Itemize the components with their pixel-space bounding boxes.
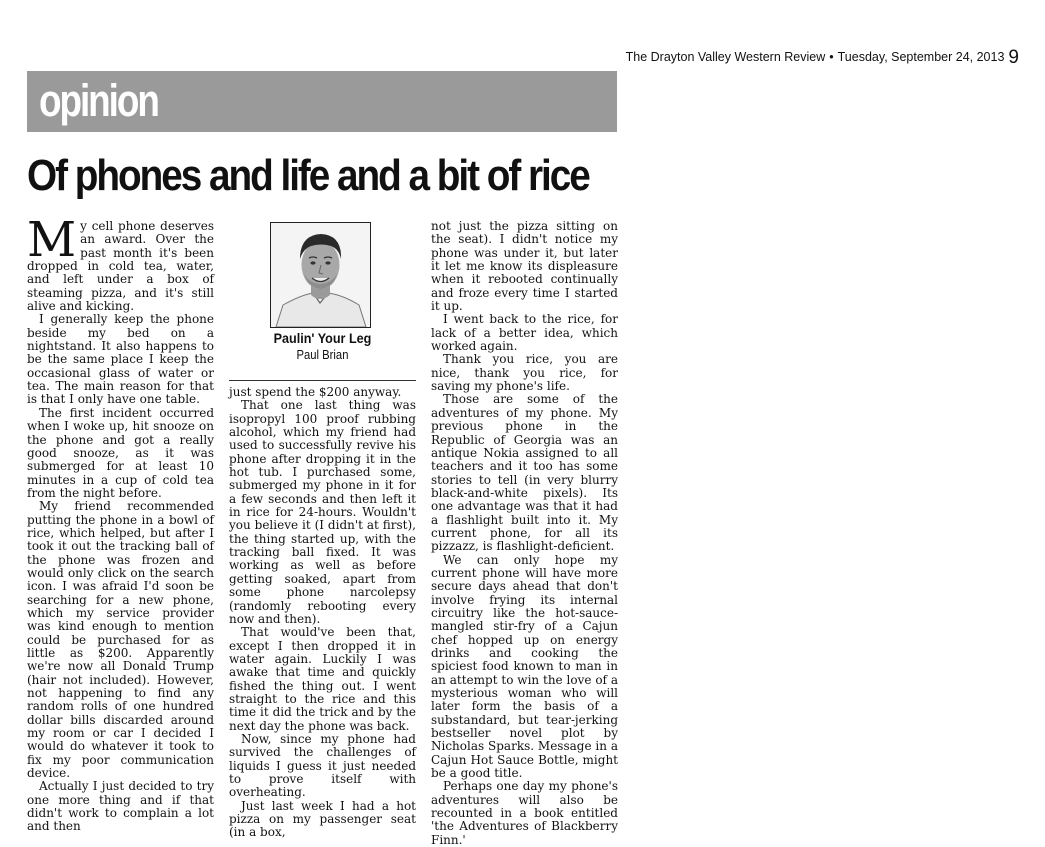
article-column-3 (431, 220, 618, 847)
paragraph-text: y cell phone deserves an award. Over the past month it's been dropped in cold tea, water, and left under a box of steaming pizza, and it's still alive and kicking. (27, 219, 214, 314)
separator-dot: • (829, 50, 834, 64)
newspaper-name: The Drayton Valley Western Review (625, 50, 826, 64)
article-paragraph: Now, since my phone had survived the challenges of liquids I guess it just needed to prove itself with overheating. (229, 731, 416, 800)
article-paragraph: Perhaps one day my phone's adventures will also be recounted in a book entitled 'the Adventures of Blackberry Finn.' (431, 779, 618, 847)
article-paragraph: I went back to the rice, for lack of a better idea, which worked again. (431, 312, 618, 354)
article-paragraph: My friend recommended putting the phone in a bowl of rice, which helped, but after I took it out the tracking ball of the phone was frozen and would only click on the search icon. I was afraid I'd soon be searching for a new phone, which my service provider was kind enough to mention could be purchased for as little as $200. Apparently we're now all Donald Trump (hair not included). However, not happening to find any random rolls of one hundred dollar bills discarded around my room or car I decided I would do whatever it took to fix my poor communication device. (27, 499, 214, 781)
section-banner (27, 71, 617, 132)
page-number: 9 (1008, 47, 1019, 68)
article-paragraph: The first incident occurred when I woke up, hit snooze on the phone and got a really good snooze, as it was submerged for at least 10 minutes in a cup of cold tea from the night before. (27, 405, 214, 500)
article-paragraph: Those are some of the adventures of my phone. My previous phone in the Republic of Georgia was an antique Nokia assigned to all teachers and it too has some stories to tell (in very blurry black-and-white pixels). Its one advantage was that it had a flashlight built into it. My current phone, for all its pizzazz, is flashlight-deficient. (431, 392, 618, 554)
page-folio (626, 47, 1019, 69)
article-paragraph: not just the pizza sitting on the seat). I didn't notice my phone was under it, but later it let me know its displeasure when it rebooted continually and froze every time I started it up. (431, 219, 618, 314)
article-column-2 (229, 386, 416, 840)
article-paragraph: That one last thing was isopropyl 100 proof rubbing alcohol, which my friend had used to successfully revive his phone after dropping it in the hot tub. I purchased some, submerged my phone in it for a few seconds and then left it in rice for 24-hours. Wouldn't you believe it (I didn't at first), the thing started up, with the tracking ball fixed. It was working as well as before getting soaked, apart from some phone narcolepsy (randomly rebooting every now and then). (229, 398, 416, 626)
article-paragraph: I generally keep the phone beside my bed on a nightstand. It also happens to be the same place I keep the occasional glass of water or tea. The main reason for that is that I only have one table. (27, 312, 214, 407)
article-paragraph: Actually I just decided to try one more thing and if that didn't work to complain a lot and then (27, 779, 214, 834)
byline-divider (229, 380, 416, 381)
article-paragraph: just spend the $200 anyway. (229, 385, 402, 399)
article-paragraph: Just last week I had a hot pizza on my passenger seat (in a box, (229, 798, 416, 840)
article-paragraph (27, 212, 214, 314)
section-label: opinion (39, 75, 158, 126)
column-byline (229, 330, 416, 362)
headshot-image (271, 223, 370, 327)
article-paragraph: We can only hope my current phone will have more secure days ahead that don't involve frying its internal circuitry like the hot-sauce-mangled stir-fry of a Cajun chef hopped up on energy drinks and cooking the spiciest food known to man in an attempt to win the love of a mysterious woman who will later form the basis of a substandard, but tear-jerking bestseller novel plot by Nicholas Sparks. Message in a Cajun Hot Sauce Bottle, might be a good title. (431, 552, 618, 781)
issue-date: Tuesday, September 24, 2013 (837, 50, 1005, 64)
article-column-1 (27, 212, 214, 834)
author-name: Paul Brian (296, 348, 349, 362)
author-headshot (270, 222, 371, 328)
article-paragraph: Thank you rice, you are nice, thank you rice, for saving my phone's life. (431, 352, 618, 394)
article-paragraph: That would've been that, except I then dropped it in water again. Luckily I was awake that time and quickly fished the thing out. I went straight to the rice and this time it did the trick and by the next day the phone was back. (229, 625, 416, 733)
drop-cap: M (27, 212, 77, 268)
column-name: Paulin' Your Leg (273, 330, 372, 346)
article-headline: Of phones and life and a bit of rice (27, 151, 589, 200)
